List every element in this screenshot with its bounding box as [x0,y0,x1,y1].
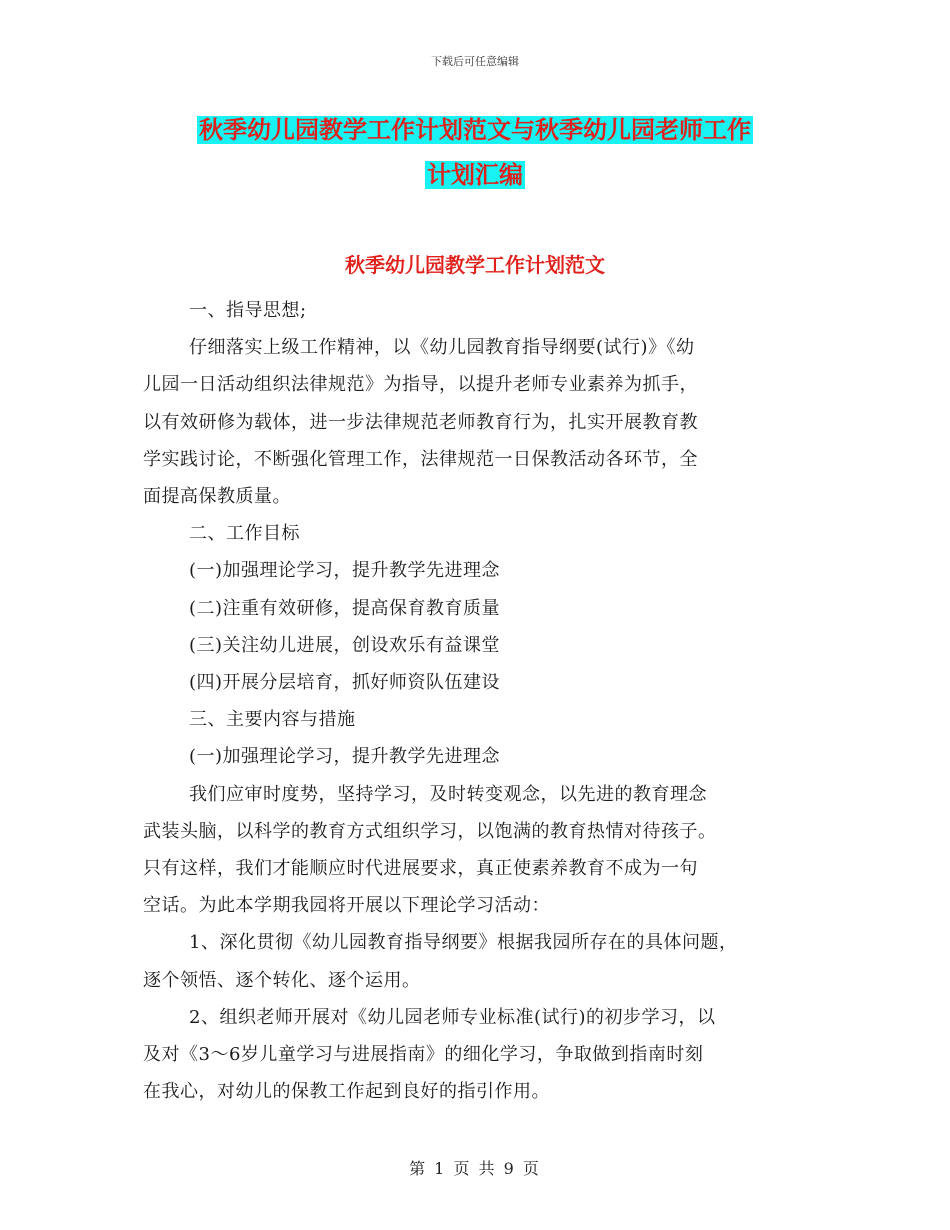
body-line: (一)加强理论学习，提升教学先进理念 [189,746,501,768]
body-line: 儿园一日活动组织法律规范》为指导，以提升老师专业素养为抓手， [143,374,698,396]
body-line: 只有这样，我们才能顺应时代进展要求，真正使素养教育不成为一句 [143,858,698,880]
body-line: (一)加强理论学习，提升教学先进理念 [189,560,501,582]
body-line: 及对《3～6岁儿童学习与进展指南》的细化学习，争取做到指南时刻 [143,1044,704,1066]
body-line: 一、指导思想; [189,300,307,321]
body-line: 我们应审时度势，坚持学习，及时转变观念，以先进的教育理念 [189,783,707,805]
body-line: 面提高保教质量。 [143,486,291,508]
body-line: 空话。为此本学期我园将开展以下理论学习活动： [143,895,550,917]
body-line: 仔细落实上级工作精神，以《幼儿园教育指导纲要(试行)》《幼 [189,337,695,359]
body-line: 三、主要内容与措施 [189,709,356,731]
document-title-line-1: 秋季幼儿园教学工作计划范文与秋季幼儿园老师工作 [199,116,751,144]
document-body [143,292,809,1110]
header-note: 下载后可任意编辑 [431,55,519,68]
body-line: (四)开展分层培育，抓好师资队伍建设 [189,672,501,694]
body-line: (三)关注幼儿进展，创设欢乐有益课堂 [189,634,501,656]
body-line: 逐个领悟、逐个转化、逐个运用。 [143,969,421,991]
body-line: (二)注重有效研修，提高保育教育质量 [189,597,501,619]
body-line: 学实践讨论，不断强化管理工作，法律规范一日保教活动各环节，全 [143,448,698,470]
body-line: 1、深化贯彻《幼儿园教育指导纲要》根据我园所存在的具体问题， [189,932,738,954]
section-title: 秋季幼儿园教学工作计划范文 [345,253,605,277]
body-line: 以有效研修为载体，进一步法律规范老师教育行为，扎实开展教育教 [143,411,698,433]
page-footer: 第 1 页 共 9 页 [409,1159,541,1178]
body-line: 2、组织老师开展对《幼儿园老师专业标准(试行)的初步学习，以 [189,1006,716,1028]
body-line: 武装头脑，以科学的教育方式组织学习，以饱满的教育热情对待孩子。 [143,820,717,842]
document-title-line-2: 计划汇编 [427,161,523,189]
body-line: 在我心，对幼儿的保教工作起到良好的指引作用。 [143,1081,550,1103]
body-line: 二、工作目标 [189,523,300,545]
